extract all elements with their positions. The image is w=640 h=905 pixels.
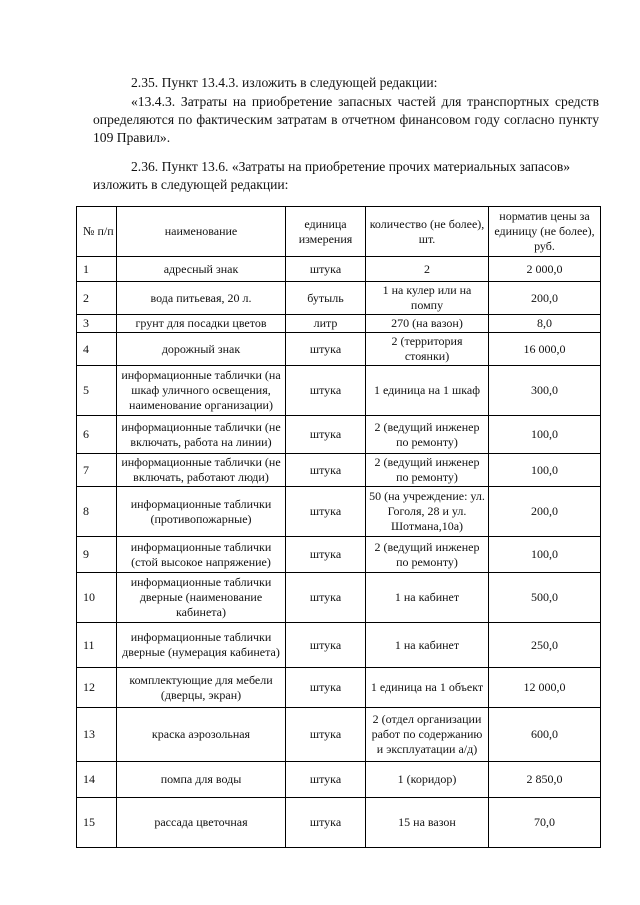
cell-num: 2 <box>77 282 117 315</box>
cell-price: 250,0 <box>489 623 601 668</box>
cell-num: 6 <box>77 416 117 454</box>
cell-qty: 1 единица на 1 шкаф <box>366 366 489 416</box>
cell-num: 7 <box>77 454 117 487</box>
cell-num: 8 <box>77 487 117 537</box>
cell-unit: штука <box>286 798 366 848</box>
cell-price: 200,0 <box>489 487 601 537</box>
cell-unit: штука <box>286 537 366 573</box>
cell-unit: штука <box>286 333 366 366</box>
cell-name: информационные таблички (не включать, работают люди) <box>117 454 286 487</box>
paragraph-2-36: 2.36. Пункт 13.6. «Затраты на приобретение прочих материальных запасов» изложить в следующей редакции: <box>93 159 571 192</box>
cell-qty: 50 (на учреждение: ул. Гоголя, 28 и ул. Шотмана,10а) <box>366 487 489 537</box>
cell-unit: штука <box>286 668 366 708</box>
table-row <box>77 416 601 454</box>
cell-unit: штука <box>286 762 366 798</box>
cell-name: информационные таблички (противопожарные) <box>117 487 286 537</box>
table-row <box>77 366 601 416</box>
table-row <box>77 282 601 315</box>
cell-unit: штука <box>286 708 366 762</box>
header-name: наименование <box>117 207 286 257</box>
cell-name: информационные таблички (на шкаф уличного освещения, наименование организации) <box>117 366 286 416</box>
cell-price: 8,0 <box>489 315 601 333</box>
cell-unit: штука <box>286 416 366 454</box>
table-header-row <box>77 207 601 257</box>
header-num: № п/п <box>77 207 117 257</box>
cell-qty: 1 на кулер или на помпу <box>366 282 489 315</box>
cell-name: рассада цветочная <box>117 798 286 848</box>
cell-price: 70,0 <box>489 798 601 848</box>
table-row <box>77 333 601 366</box>
cell-qty: 15 на вазон <box>366 798 489 848</box>
cell-price: 2 000,0 <box>489 257 601 282</box>
table-row <box>77 487 601 537</box>
table-row <box>77 668 601 708</box>
table-row <box>77 315 601 333</box>
cell-unit: штука <box>286 487 366 537</box>
cell-price: 12 000,0 <box>489 668 601 708</box>
cell-unit: штука <box>286 454 366 487</box>
table-row <box>77 708 601 762</box>
cell-num: 13 <box>77 708 117 762</box>
cell-qty: 1 единица на 1 объект <box>366 668 489 708</box>
table-row <box>77 537 601 573</box>
cell-unit: штука <box>286 623 366 668</box>
cell-num: 14 <box>77 762 117 798</box>
cell-num: 4 <box>77 333 117 366</box>
cell-name: информационные таблички (не включать, работа на линии) <box>117 416 286 454</box>
cell-num: 3 <box>77 315 117 333</box>
cell-qty: 2 (ведущий инженер по ремонту) <box>366 454 489 487</box>
cell-name: помпа для воды <box>117 762 286 798</box>
cell-price: 500,0 <box>489 573 601 623</box>
cell-num: 5 <box>77 366 117 416</box>
cell-qty: 1 (коридор) <box>366 762 489 798</box>
table-row <box>77 454 601 487</box>
cell-num: 15 <box>77 798 117 848</box>
cell-name: вода питьевая, 20 л. <box>117 282 286 315</box>
header-qty: количество (не более), шт. <box>366 207 489 257</box>
cell-num: 11 <box>77 623 117 668</box>
cell-qty: 2 (ведущий инженер по ремонту) <box>366 537 489 573</box>
cell-price: 16 000,0 <box>489 333 601 366</box>
cell-price: 100,0 <box>489 537 601 573</box>
cell-qty: 2 <box>366 257 489 282</box>
table-row <box>77 623 601 668</box>
cell-name: адресный знак <box>117 257 286 282</box>
cell-unit: литр <box>286 315 366 333</box>
cell-name: информационные таблички дверные (нумерация кабинета) <box>117 623 286 668</box>
table-row <box>77 257 601 282</box>
cell-price: 600,0 <box>489 708 601 762</box>
paragraph-13-4-3-text: «13.4.3. Затраты на приобретение запасных частей для транспортных средств определяются по фактическим затратам в отчетном финансовом году согласно пункту 109 Правил». <box>93 94 599 145</box>
cell-name: информационные таблички дверные (наименование кабинета) <box>117 573 286 623</box>
cell-qty: 270 (на вазон) <box>366 315 489 333</box>
cell-qty: 1 на кабинет <box>366 573 489 623</box>
cell-unit: штука <box>286 257 366 282</box>
cell-name: грунт для посадки цветов <box>117 315 286 333</box>
paragraph-2-35: 2.35. Пункт 13.4.3. изложить в следующей редакции: <box>131 75 438 90</box>
cell-name: краска аэрозольная <box>117 708 286 762</box>
cell-name: дорожный знак <box>117 333 286 366</box>
cell-price: 300,0 <box>489 366 601 416</box>
cell-price: 100,0 <box>489 454 601 487</box>
cell-qty: 2 (территория стоянки) <box>366 333 489 366</box>
cell-unit: штука <box>286 366 366 416</box>
cell-unit: штука <box>286 573 366 623</box>
cell-num: 10 <box>77 573 117 623</box>
table-row <box>77 762 601 798</box>
cell-num: 9 <box>77 537 117 573</box>
cell-price: 100,0 <box>489 416 601 454</box>
cell-unit: бутыль <box>286 282 366 315</box>
cell-qty: 2 (ведущий инженер по ремонту) <box>366 416 489 454</box>
cell-name: информационные таблички (стой высокое напряжение) <box>117 537 286 573</box>
cell-price: 2 850,0 <box>489 762 601 798</box>
header-price: норматив цены за единицу (не более), руб. <box>489 207 601 257</box>
cell-num: 12 <box>77 668 117 708</box>
table-row <box>77 798 601 848</box>
table-row <box>77 573 601 623</box>
header-unit: единица измерения <box>286 207 366 257</box>
cell-qty: 2 (отдел организации работ по содержанию и эксплуатации а/д) <box>366 708 489 762</box>
materials-table <box>76 206 601 848</box>
cell-price: 200,0 <box>489 282 601 315</box>
cell-qty: 1 на кабинет <box>366 623 489 668</box>
cell-name: комплектующие для мебели (дверцы, экран) <box>117 668 286 708</box>
cell-num: 1 <box>77 257 117 282</box>
